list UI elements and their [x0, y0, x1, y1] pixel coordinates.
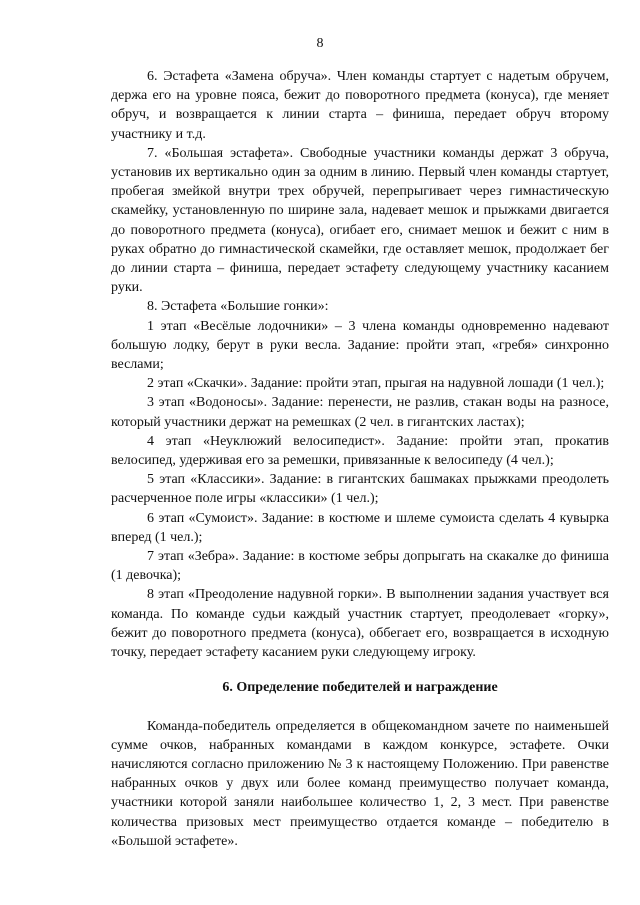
spacer: [111, 662, 609, 678]
spacer: [111, 698, 609, 717]
paragraph-big-relay: 7. «Большая эстафета». Свободные участники команды держат 3 обруча, установив их вертикально один за одним в линию. Первый член команды стартует, пробегая змейкой внутри трех обручей, перепрыгивает через гимнастическую скамейку, установленную по ширине зала, надевает мешок и прыжками двигается до поворотного предмета (конуса), огибает его, снимает мешок и бежит с ним в руках обратно до гимнастической скамейки, где оставляет мешок, продолжает бег до линии старта – финиша, передает эстафету следующему участнику касанием руки.: [111, 145, 609, 296]
paragraph-stage-4: 4 этап «Неуклюжий велосипедист». Задание: пройти этап, прокатив велосипед, удерживая его за ремешки, привязанные к велосипеду (4 чел.);: [111, 433, 609, 469]
document-body: [111, 67, 609, 851]
paragraph-stage-5: 5 этап «Классики». Задание: в гигантских башмаках прыжками преодолеть расчерченное поле игры «классики» (1 чел.);: [111, 472, 609, 507]
section-heading: 6. Определение победителей и награждение: [222, 680, 498, 696]
paragraph-stage-2: 2 этап «Скачки». Задание: пройти этап, прыгая на надувной лошади (1 чел.);: [147, 376, 605, 392]
paragraph-stage-3: 3 этап «Водоносы». Задание: перенести, не разлив, стакан воды на разносе, который участники держат на ремешках (2 чел. в гигантских ластах);: [111, 395, 609, 430]
paragraph-big-races-title: 8. Эстафета «Большие гонки»:: [147, 299, 329, 315]
paragraph-stage-8: 8 этап «Преодоление надувной горки». В выполнении задания участвует вся команда. По команде судьи каждый участник стартует, преодолевает «горку», бежит до поворотного предмета (конуса), оббегает его, возвращается в исходную точку, передает эстафету касанием руки следующему игроку.: [111, 587, 609, 661]
paragraph-stage-7: 7 этап «Зебра». Задание: в костюме зебры допрыгать на скакалке до финиша (1 девочка);: [111, 549, 609, 584]
paragraph-stage-1: 1 этап «Весёлые лодочники» – 3 члена команды одновременно надевают большую лодку, берут в руки весла. Задание: пройти этап, «гребя» синхронно веслами;: [111, 318, 609, 373]
paragraph-stage-6: 6 этап «Сумоист». Задание: в костюме и шлеме сумоиста сделать 4 кувырка вперед (1 чел.);: [111, 510, 609, 545]
page-number: 8: [316, 36, 324, 51]
paragraph-relay-hoop-change: 6. Эстафета «Замена обруча». Член команды стартует с надетым обручем, держа его на уровне пояса, бежит до поворотного предмета (конуса), где меняет обруч, и возвращается к линии старта – финиша, передает обруч второму участнику и т.д.: [111, 69, 609, 142]
paragraph-winner-determination: Команда-победитель определяется в общекомандном зачете по наименьшей сумме очков, набранных командами в каждом конкурсе, эстафете. Очки начисляются согласно приложению № 3 к настоящему Положению. При равенстве набранных очков у двух или более команд преимущество получает команда, участники которой заняли наибольшее количество 1, 2, 3 мест. При равенстве количества призовых мест преимущество отдается команде – победителю в «Большой эстафете».: [111, 718, 609, 849]
